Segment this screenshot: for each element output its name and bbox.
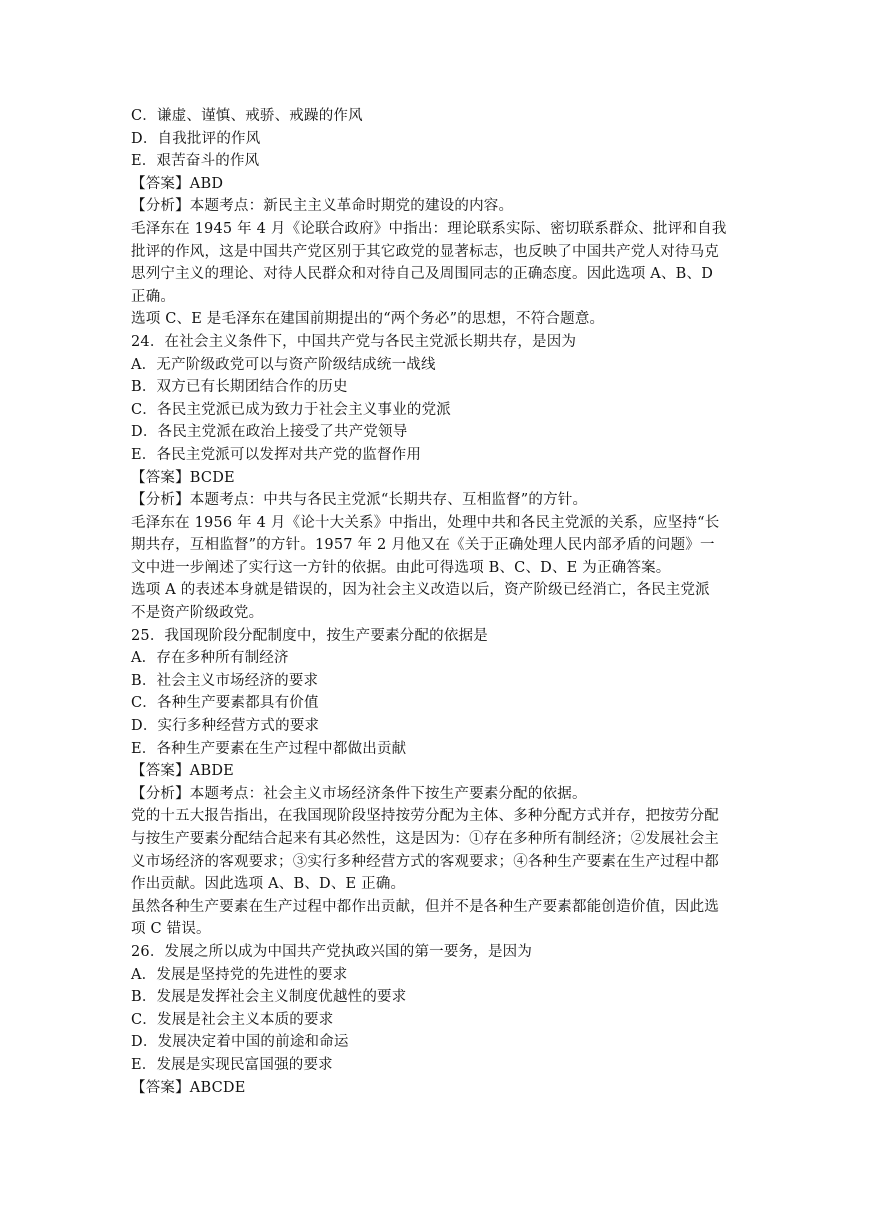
option-d-q25: D．实行多种经营方式的要求 — [131, 718, 320, 735]
analysis-text-q23: 批评的作风，这是中国共产党区别于其它政党的显著标志，也反映了中国共产党人对待马克 — [131, 243, 719, 260]
question-25: 25．我国现阶段分配制度中，按生产要素分配的依据是 — [131, 627, 488, 644]
analysis-text-q25: 虽然各种生产要素在生产过程中都作出贡献，但并不是各种生产要素都能创造价值，因此选 — [131, 898, 719, 915]
analysis-text-q24: 选项 A 的表述本身就是错误的，因为社会主义改造以后，资产阶级已经消亡，各民主党派 — [131, 582, 710, 599]
answer-q23: 【答案】ABD — [131, 175, 224, 192]
option-e-q23: E．艰苦奋斗的作风 — [131, 153, 260, 170]
analysis-text-q25: 与按生产要素分配结合起来有其必然性，这是因为：①存在多种所有制经济；②发展社会主 — [131, 831, 719, 847]
option-a-q25: A．存在多种所有制经济 — [131, 650, 289, 667]
analysis-heading-q24: 【分析】本题考点：中共与各民主党派“长期共存、互相监督”的方针。 — [131, 492, 588, 509]
option-c-q23: C．谦虚、谨慎、戒骄、戒躁的作风 — [131, 108, 363, 124]
answer-q24: 【答案】BCDE — [131, 469, 235, 486]
analysis-text-q25: 党的十五大报告指出，在我国现阶段坚持按劳分配为主体、多种分配方式并存，把按劳分配 — [131, 808, 719, 825]
analysis-text-q24: 文中进一步阐述了实行这一方针的依据。由此可得选项 B、C、D、E 为正确答案。 — [131, 559, 671, 576]
question-24: 24．在社会主义条件下，中国共产党与各民主党派长期共存，是因为 — [131, 333, 577, 350]
analysis-text-q23: 思列宁主义的理论、对待人民群众和对待自己及周围同志的正确态度。因此选项 A、B、D — [131, 266, 714, 283]
analysis-text-q24: 不是资产阶级政党。 — [131, 605, 264, 622]
analysis-text-q24: 期共存，互相监督”的方针。1957 年 2 月他又在《关于正确处理人民内部矛盾的问题》一 — [131, 537, 715, 554]
analysis-text-q23: 选项 C、E 是毛泽东在建国前期提出的“两个务必”的思想，不符合题意。 — [131, 311, 605, 328]
analysis-text-q25: 义市场经济的客观要求；③实行多种经营方式的客观要求；④各种生产要素在生产过程中都 — [131, 853, 719, 870]
option-b-q26: B．发展是发挥社会主义制度优越性的要求 — [131, 989, 407, 1006]
option-a-q24: A．无产阶级政党可以与资产阶级结成统一战线 — [131, 356, 436, 373]
answer-q26: 【答案】ABCDE — [131, 1079, 246, 1096]
option-d-q24: D．各民主党派在政治上接受了共产党领导 — [131, 424, 408, 441]
analysis-text-q24: 毛泽东在 1956 年 4 月《论十大关系》中指出，处理中共和各民主党派的关系，应坚持“长 — [131, 514, 720, 531]
option-e-q25: E．各种生产要素在生产过程中都做出贡献 — [131, 740, 407, 757]
option-e-q26: E．发展是实现民富国强的要求 — [131, 1056, 333, 1073]
option-a-q26: A．发展是坚持党的先进性的要求 — [131, 966, 348, 983]
option-b-q25: B．社会主义市场经济的要求 — [131, 672, 319, 689]
answer-q25: 【答案】ABDE — [131, 763, 234, 780]
option-d-q23: D．自我批评的作风 — [131, 130, 261, 147]
option-d-q26: D．发展决定着中国的前途和命运 — [131, 1034, 349, 1051]
analysis-heading-q25: 【分析】本题考点：社会主义市场经济条件下按生产要素分配的依据。 — [131, 785, 587, 802]
option-c-q24: C．各民主党派已成为致力于社会主义事业的党派 — [131, 401, 451, 418]
option-e-q24: E．各民主党派可以发挥对共产党的监督作用 — [131, 446, 422, 463]
option-c-q26: C．发展是社会主义本质的要求 — [131, 1011, 334, 1028]
document-body — [131, 105, 741, 1099]
analysis-text-q25: 作出贡献。因此选项 A、B、D、E 正确。 — [131, 876, 406, 893]
analysis-text-q23: 毛泽东在 1945 年 4 月《论联合政府》中指出：理论联系实际、密切联系群众、批评和自我 — [131, 220, 727, 237]
question-26: 26．发展之所以成为中国共产党执政兴国的第一要务，是因为 — [131, 943, 533, 960]
option-c-q25: C．各种生产要素都具有价值 — [131, 695, 319, 712]
analysis-text-q25: 项 C 错误。 — [131, 921, 211, 938]
analysis-text-q23: 正确。 — [131, 288, 176, 305]
analysis-heading-q23: 【分析】本题考点：新民主主义革命时期党的建设的内容。 — [131, 198, 514, 215]
option-b-q24: B．双方已有长期团结合作的历史 — [131, 379, 348, 396]
